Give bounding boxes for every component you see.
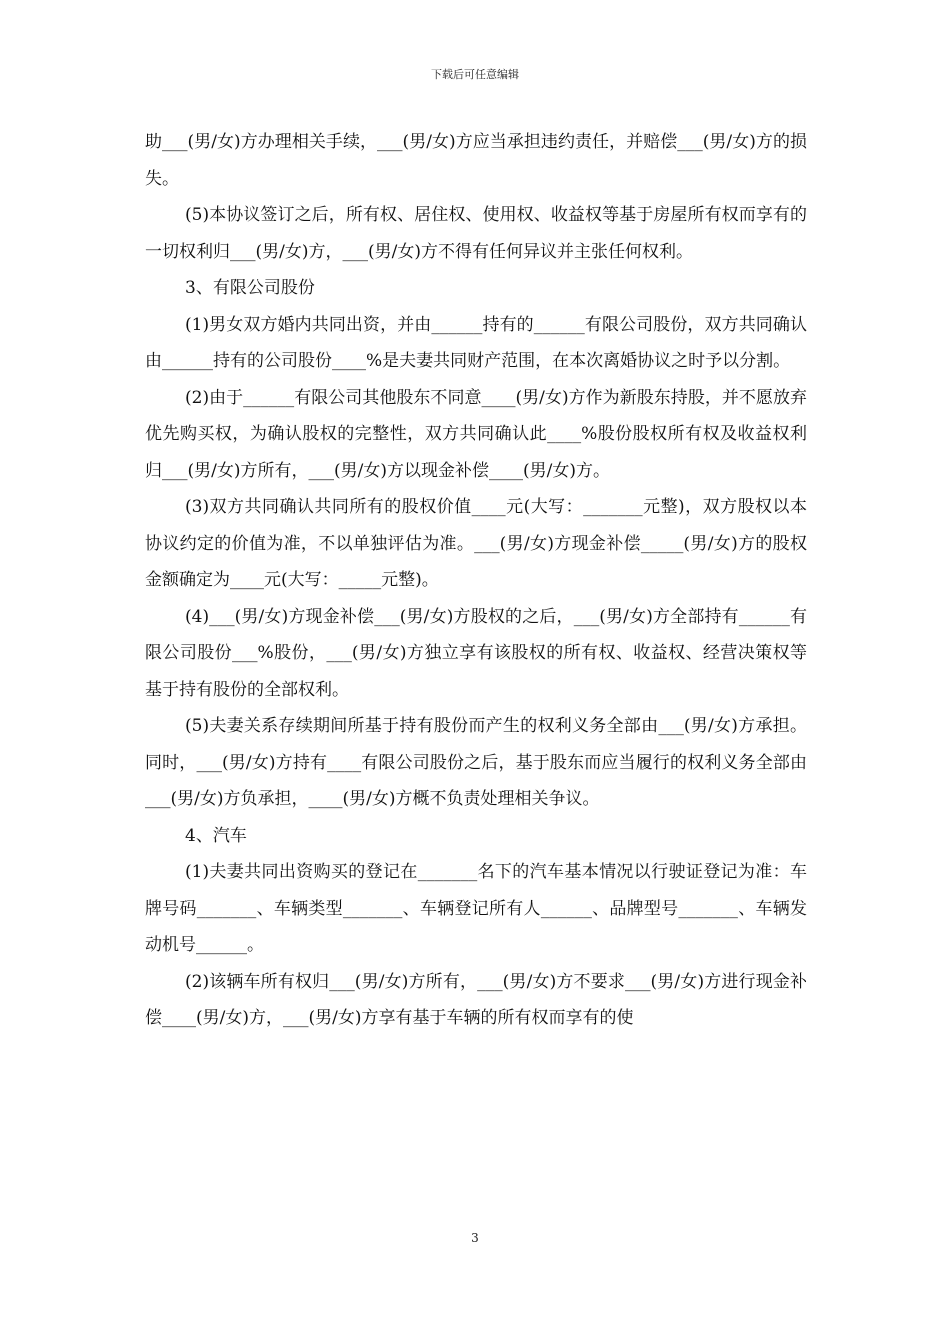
page-header: 下载后可任意编辑 [431,68,519,81]
paragraph-4: (2)由于______有限公司其他股东不同意____(男/女)方作为新股东持股，并不愿放弃优先购买权，为确认股权的完整性，双方共同确认此____%股份股权所有权及收益权利归___(男/女)方所有，___(男/女)方以现金补偿____(男/女)方。 [145,387,807,481]
paragraph-10: (2)该辆车所有权归___(男/女)方所有，___(男/女)方不要求___(男/女)方进行现金补偿____(男/女)方，___(男/女)方享有基于车辆的所有权而享有的使 [145,971,807,1028]
paragraph-6: (4)___(男/女)方现金补偿___(男/女)方股权的之后，___(男/女)方全部持有______有限公司股份___%股份，___(男/女)方独立享有该股权的所有权、收益权、经营决策权等基于持有股份的全部权利。 [145,606,807,700]
paragraph-1: (5)本协议签订之后，所有权、居住权、使用权、收益权等基于房屋所有权而享有的一切权利归___(男/女)方，___(男/女)方不得有任何异议并主张任何权利。 [145,205,807,262]
page-number: 3 [471,1231,479,1245]
section-heading-car: 4、汽车 [185,825,247,846]
document-body [145,124,807,1037]
paragraph-9: (1)夫妻共同出资购买的登记在_______名下的汽车基本情况以行驶证登记为准：车牌号码_______、车辆类型_______、车辆登记所有人______、品牌型号_______、车辆发动机号______。 [145,862,807,955]
paragraph-0: 助___(男/女)方办理相关手续，___(男/女)方应当承担违约责任，并赔偿___(男/女)方的损失。 [145,132,807,189]
section-heading-shares: 3、有限公司股份 [185,278,315,298]
paragraph-5: (3)双方共同确认共同所有的股权价值____元(大写：_______元整)，双方股权以本协议约定的价值为准，不以单独评估为准。___(男/女)方现金补偿_____(男/女)方的股权金额确定为____元(大写：_____元整)。 [145,497,807,590]
paragraph-3: (1)男女双方婚内共同出资，并由______持有的______有限公司股份，双方共同确认由______持有的公司股份____%是夫妻共同财产范围，在本次离婚协议之时予以分割。 [145,314,807,371]
paragraph-7: (5)夫妻关系存续期间所基于持有股份而产生的权利义务全部由___(男/女)方承担。同时，___(男/女)方持有____有限公司股份之后，基于股东而应当履行的权利义务全部由___(男/女)方负承担，____(男/女)方概不负责处理相关争议。 [145,716,807,809]
